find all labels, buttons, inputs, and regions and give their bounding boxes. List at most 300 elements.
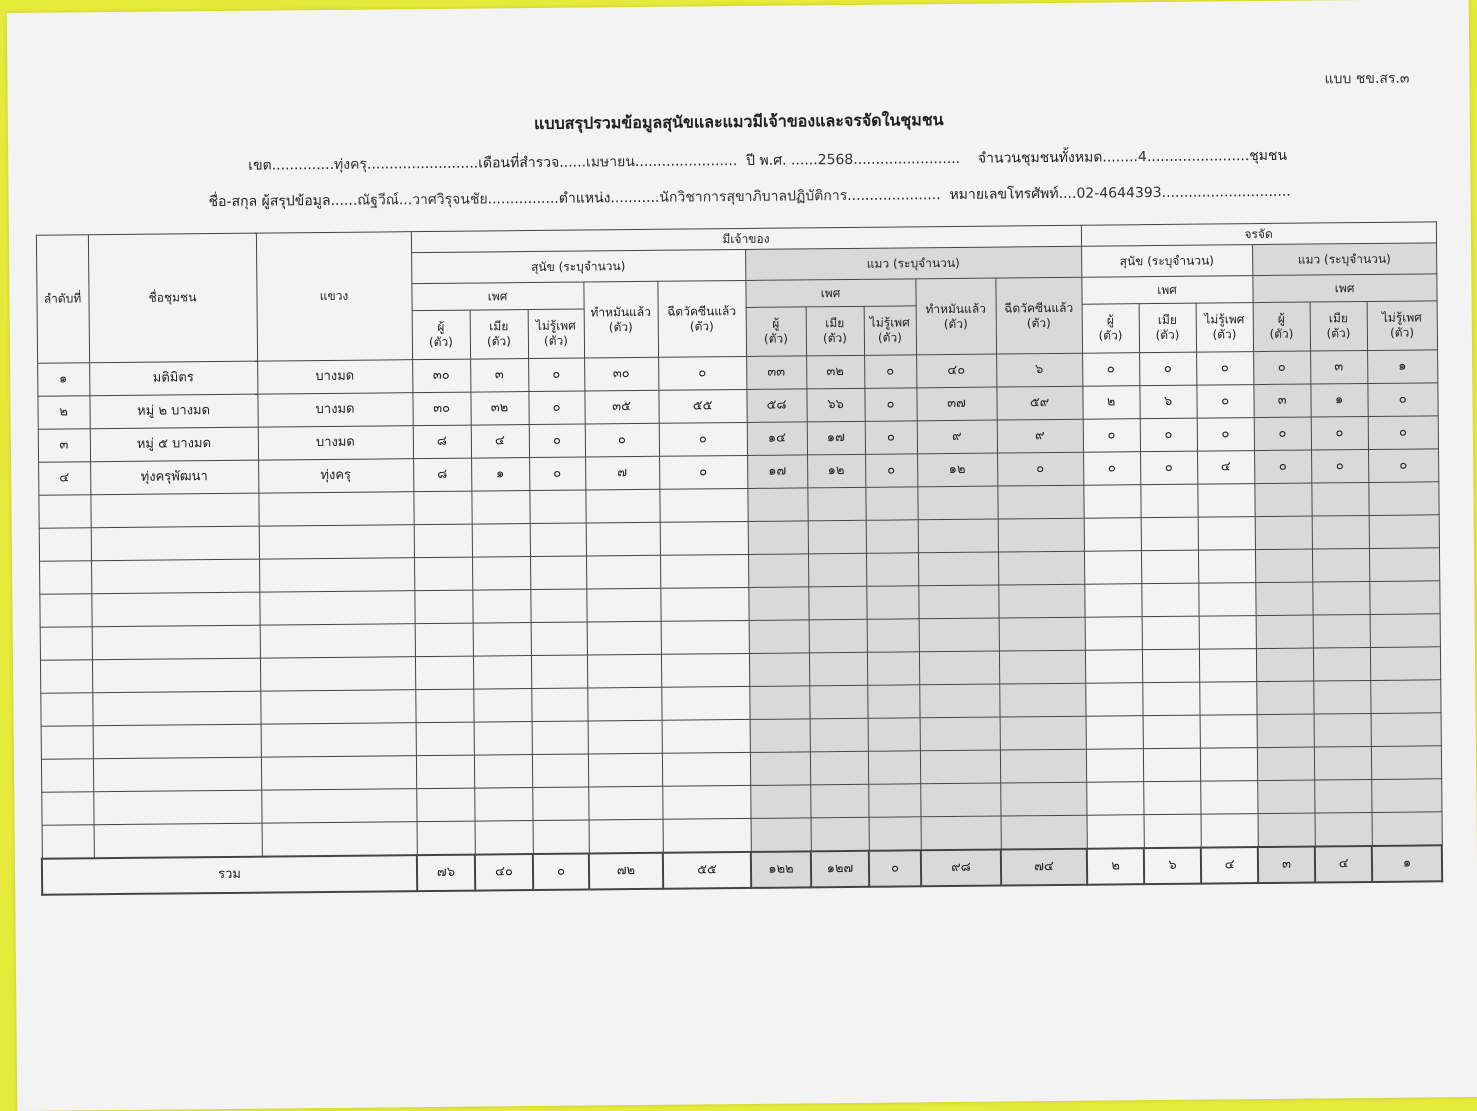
- table-cell: ๐: [1253, 351, 1310, 385]
- owned-cat-sex-header: เพศ: [745, 279, 915, 308]
- empty-cell: [416, 755, 474, 789]
- col-subdistrict: แขวง: [256, 232, 412, 361]
- total-cell: ๔: [1315, 846, 1372, 883]
- empty-cell: [413, 491, 471, 525]
- table-cell: ๖๖: [806, 388, 864, 422]
- empty-cell: [1371, 746, 1441, 780]
- empty-cell: [259, 525, 414, 559]
- empty-cell: [1254, 483, 1311, 517]
- empty-cell: [258, 492, 413, 526]
- stray-header: จรจัด: [1081, 222, 1436, 246]
- table-cell: ๓: [1310, 350, 1367, 384]
- empty-cell: [1001, 815, 1087, 849]
- form-title: แบบสรุปรวมข้อมูลสุนัขและแมวมีเจ้าของและจรจัดในชุมชน: [534, 110, 944, 133]
- empty-cell: [1198, 583, 1255, 617]
- empty-cell: [660, 587, 748, 621]
- empty-cell: [750, 719, 810, 753]
- empty-cell: [39, 561, 91, 594]
- empty-cell: [1000, 782, 1086, 816]
- empty-cell: [868, 784, 920, 817]
- empty-cell: [1256, 615, 1313, 649]
- empty-cell: [1197, 484, 1254, 518]
- empty-cell: [809, 685, 867, 719]
- empty-cell: [533, 820, 589, 854]
- empty-cell: [1141, 583, 1198, 617]
- empty-cell: [662, 785, 750, 819]
- table-cell: ๐: [529, 457, 585, 491]
- table-cell: ๓: [470, 359, 528, 393]
- table-cell: ๑๔: [747, 422, 807, 456]
- empty-cell: [749, 620, 809, 654]
- total-cell: ๔: [1201, 847, 1258, 884]
- empty-cell: [810, 751, 868, 785]
- year-label: ปี พ.ศ.: [746, 152, 787, 169]
- table-cell: ๐: [1140, 418, 1197, 452]
- empty-cell: [998, 584, 1084, 618]
- empty-cell: [918, 585, 998, 619]
- empty-cell: [472, 557, 530, 591]
- table-cell: ๓: [38, 429, 90, 462]
- owned-dog-female-header: เมีย (ตัว): [470, 310, 528, 360]
- empty-cell: [415, 689, 473, 723]
- owned-dog-sex-header: เพศ: [411, 282, 583, 311]
- stray-dog-male-header: ผู้ (ตัว): [1082, 304, 1139, 354]
- empty-cell: [920, 717, 1000, 751]
- empty-cell: [661, 686, 749, 720]
- empty-cell: [1144, 814, 1201, 848]
- empty-cell: [472, 590, 530, 624]
- empty-cell: [1198, 517, 1255, 551]
- table-cell: มติมิตร: [89, 361, 257, 396]
- table-cell: ๔: [38, 462, 90, 495]
- empty-cell: [865, 487, 917, 520]
- total-cell: ๖: [1144, 848, 1201, 885]
- empty-cell: [1084, 518, 1141, 552]
- table-cell: ๑๗: [747, 455, 807, 489]
- empty-cell: [1369, 548, 1439, 582]
- owned-cat-header: แมว (ระบุจำนวน): [745, 246, 1081, 280]
- empty-cell: [659, 488, 747, 522]
- empty-cell: [530, 589, 586, 623]
- empty-cell: [39, 594, 91, 627]
- empty-cell: [920, 783, 1000, 817]
- empty-cell: [415, 656, 473, 690]
- total-cell: ๗๒: [589, 853, 663, 890]
- year-value: 2568: [817, 151, 854, 169]
- table-cell: ๕๕: [658, 389, 746, 423]
- empty-cell: [1142, 616, 1199, 650]
- table-cell: หมู่ ๒ บางมด: [89, 394, 257, 429]
- table-cell: ๐: [528, 358, 584, 392]
- empty-cell: [261, 723, 416, 757]
- empty-cell: [92, 658, 260, 693]
- stray-cat-unknown-sex-header: ไม่รู้เพศ (ตัว): [1367, 301, 1438, 351]
- empty-cell: [260, 624, 415, 658]
- empty-cell: [586, 555, 660, 589]
- table-cell: ๓๓: [746, 356, 806, 390]
- empty-cell: [998, 551, 1084, 585]
- empty-cell: [1200, 715, 1257, 749]
- owned-cat-sterilized-header: ทำหมันแล้ว (ตัว): [915, 278, 996, 355]
- table-cell: ๐: [1139, 352, 1196, 386]
- empty-cell: [40, 693, 92, 726]
- empty-cell: [999, 683, 1085, 717]
- table-cell: ๑: [37, 363, 89, 396]
- table-cell: ๔๐: [916, 354, 996, 388]
- empty-cell: [1257, 780, 1314, 814]
- empty-cell: [40, 660, 92, 693]
- table-cell: ทุ่งครุพัฒนา: [90, 460, 258, 495]
- empty-cell: [1257, 747, 1314, 781]
- empty-cell: [1369, 581, 1439, 615]
- empty-cell: [920, 750, 1000, 784]
- empty-cell: [1200, 781, 1257, 815]
- table-cell: ๐: [1196, 352, 1253, 386]
- empty-cell: [1314, 779, 1371, 813]
- empty-cell: [417, 821, 475, 855]
- month-value: เมษายน: [585, 154, 635, 171]
- community-count-value: 4: [1137, 149, 1147, 166]
- empty-cell: [585, 489, 659, 523]
- empty-cell: [1312, 548, 1369, 582]
- table-cell: ๐: [1254, 450, 1311, 484]
- empty-cell: [1086, 716, 1143, 750]
- phone-label: หมายเลขโทรศัพท์: [949, 185, 1059, 204]
- empty-cell: [917, 486, 997, 520]
- empty-cell: [660, 554, 748, 588]
- table-cell: บางมด: [257, 360, 412, 394]
- table-cell: ๑: [1310, 383, 1367, 417]
- empty-cell: [810, 784, 868, 818]
- empty-cell: [92, 691, 260, 726]
- phone-value: 02-4644393: [1076, 184, 1162, 202]
- empty-cell: [589, 819, 663, 853]
- empty-cell: [1370, 614, 1440, 648]
- empty-cell: [749, 686, 809, 720]
- header-line-2: ชื่อ-สกุล ผู้สรุปข้อมูล......ณัฐวีณ์...วาศวิรุจนชัย................ตำแหน่ง...........นักวิชาการสุขาภิบาลปฏิบัติการ..................... หมายเลขโทรศัพท์....02-4644393.............................: [208, 181, 1290, 213]
- total-cell: ๕๕: [663, 852, 751, 889]
- empty-cell: [747, 488, 807, 522]
- empty-cell: [809, 619, 867, 653]
- empty-cell: [1085, 683, 1142, 717]
- owned-dog-header: สุนัข (ระบุจำนวน): [411, 249, 745, 283]
- empty-cell: [1311, 482, 1368, 516]
- empty-cell: [414, 524, 472, 558]
- empty-cell: [91, 526, 259, 561]
- empty-cell: [532, 721, 588, 755]
- total-cell: ๙๘: [921, 850, 1001, 887]
- table-cell: ๓๕: [584, 390, 658, 424]
- empty-cell: [41, 759, 93, 792]
- table-cell: ๐: [1083, 452, 1140, 486]
- form-code: แบบ ชข.สร.๓: [1324, 70, 1410, 88]
- empty-cell: [474, 788, 532, 822]
- empty-cell: [38, 495, 90, 528]
- empty-cell: [473, 689, 531, 723]
- empty-cell: [1083, 485, 1140, 519]
- empty-cell: [93, 790, 261, 825]
- table-cell: ๘: [413, 458, 471, 492]
- owned-cat-female-header: เมีย (ตัว): [806, 306, 864, 356]
- table-cell: ๔: [471, 425, 529, 459]
- stray-cat-header: แมว (ระบุจำนวน): [1252, 243, 1436, 276]
- total-cell: ๗๔: [1001, 849, 1087, 886]
- table-cell: ๐: [658, 356, 746, 390]
- empty-cell: [260, 690, 415, 724]
- table-cell: บางมด: [257, 393, 412, 427]
- empty-cell: [93, 757, 261, 792]
- empty-cell: [92, 625, 260, 660]
- table-cell: ๕๙: [996, 386, 1082, 420]
- table-cell: ๖: [996, 353, 1082, 387]
- empty-cell: [866, 553, 918, 586]
- empty-cell: [808, 553, 866, 587]
- empty-cell: [587, 687, 661, 721]
- empty-cell: [867, 619, 919, 652]
- community-count-label: จำนวนชุมชนทั้งหมด: [977, 149, 1103, 167]
- empty-cell: [414, 590, 472, 624]
- empty-cell: [1201, 814, 1258, 848]
- table-cell: ๐: [528, 391, 584, 425]
- empty-cell: [1370, 680, 1440, 714]
- empty-cell: [473, 656, 531, 690]
- empty-cell: [1141, 550, 1198, 584]
- empty-cell: [1313, 614, 1370, 648]
- table-cell: ๐: [659, 455, 747, 489]
- table-cell: ๐: [864, 355, 916, 388]
- empty-cell: [1368, 482, 1438, 516]
- empty-cell: [1255, 582, 1312, 616]
- empty-cell: [41, 792, 93, 825]
- empty-cell: [807, 487, 865, 521]
- col-no: ลำดับที่: [36, 235, 89, 363]
- table-cell: ๓๒: [470, 392, 528, 426]
- table-cell: ๓: [1253, 384, 1310, 418]
- table-cell: ๐: [1196, 385, 1253, 419]
- empty-cell: [867, 652, 919, 685]
- total-cell: ๔๐: [475, 854, 533, 891]
- empty-cell: [1372, 812, 1442, 846]
- empty-cell: [1198, 550, 1255, 584]
- empty-cell: [586, 588, 660, 622]
- table-cell: ๐: [1311, 449, 1368, 483]
- table-cell: ๐: [1368, 416, 1438, 450]
- empty-cell: [1084, 584, 1141, 618]
- table-cell: ๐: [865, 421, 917, 454]
- empty-cell: [919, 684, 999, 718]
- empty-cell: [1084, 551, 1141, 585]
- position-label: ตำแหน่ง: [558, 190, 611, 207]
- table-cell: ๙: [997, 419, 1083, 453]
- empty-cell: [1141, 517, 1198, 551]
- empty-cell: [260, 657, 415, 691]
- table-cell: ๔: [1197, 451, 1254, 485]
- table-cell: ๘: [413, 425, 471, 459]
- table-cell: ๓๗: [916, 387, 996, 421]
- empty-cell: [90, 493, 258, 528]
- total-cell: ๒: [1087, 848, 1144, 885]
- table-cell: ๑: [1367, 350, 1437, 384]
- empty-cell: [1143, 781, 1200, 815]
- empty-cell: [414, 557, 472, 591]
- empty-cell: [662, 752, 750, 786]
- empty-cell: [748, 587, 808, 621]
- owned-dog-unknown-sex-header: ไม่รู้เพศ (ตัว): [528, 309, 584, 359]
- total-cell: ๑: [1372, 845, 1442, 882]
- owned-dog-vaccinated-header: ฉีดวัคซีนแล้ว (ตัว): [657, 280, 746, 357]
- empty-cell: [1314, 713, 1371, 747]
- empty-cell: [808, 520, 866, 554]
- empty-cell: [867, 685, 919, 718]
- empty-cell: [918, 552, 998, 586]
- empty-cell: [751, 818, 811, 852]
- table-cell: ๐: [1368, 449, 1438, 483]
- col-community: ชื่อชุมชน: [88, 233, 257, 363]
- total-cell: ๐: [869, 850, 921, 886]
- empty-cell: [998, 518, 1084, 552]
- table-cell: ๗: [585, 456, 659, 490]
- empty-cell: [999, 650, 1085, 684]
- total-cell: ๗๖: [417, 855, 475, 892]
- stray-dog-female-header: เมีย (ตัว): [1139, 303, 1196, 353]
- empty-cell: [586, 522, 660, 556]
- table-cell: ๕๘: [746, 389, 806, 423]
- empty-cell: [1371, 713, 1441, 747]
- empty-cell: [661, 653, 749, 687]
- empty-cell: [866, 520, 918, 553]
- empty-cell: [530, 556, 586, 590]
- header-line-1: เขต..............ทุ่งครุ.........................เดือนที่สำรวจ......เมษายน....................... ปี พ.ศ. ......2568........................ จำนวนชุมชนทั้งหมด........4.......................ชุมชน: [248, 145, 1287, 177]
- empty-cell: [661, 620, 749, 654]
- district-value: ทุ่งครุ: [333, 156, 368, 173]
- table-cell: ๑: [471, 458, 529, 492]
- empty-cell: [532, 754, 588, 788]
- empty-cell: [262, 822, 417, 857]
- empty-cell: [532, 787, 588, 821]
- empty-cell: [919, 651, 999, 685]
- empty-cell: [40, 627, 92, 660]
- owned-dog-male-header: ผู้ (ตัว): [412, 310, 470, 360]
- summary-table: [35, 221, 1443, 895]
- empty-cell: [748, 521, 808, 555]
- total-cell: ๑๒๗: [811, 851, 869, 888]
- empty-cell: [749, 653, 809, 687]
- owned-cat-unknown-sex-header: ไม่รู้เพศ (ตัว): [864, 306, 916, 355]
- table-cell: ๐: [585, 423, 659, 457]
- empty-cell: [473, 623, 531, 657]
- table-cell: ๖: [1139, 385, 1196, 419]
- table-cell: ๐: [1367, 383, 1437, 417]
- empty-cell: [1143, 748, 1200, 782]
- empty-cell: [1000, 749, 1086, 783]
- table-cell: หมู่ ๕ บางมด: [90, 427, 258, 462]
- empty-cell: [1313, 647, 1370, 681]
- empty-cell: [1255, 516, 1312, 550]
- empty-cell: [1199, 616, 1256, 650]
- table-cell: ๐: [997, 452, 1083, 486]
- empty-cell: [1086, 749, 1143, 783]
- empty-cell: [811, 817, 869, 851]
- empty-cell: [660, 521, 748, 555]
- empty-cell: [1086, 782, 1143, 816]
- total-label: รวม: [42, 855, 417, 895]
- empty-cell: [1256, 648, 1313, 682]
- empty-cell: [1314, 746, 1371, 780]
- empty-cell: [1312, 581, 1369, 615]
- empty-cell: [810, 718, 868, 752]
- empty-cell: [663, 818, 751, 852]
- stray-cat-male-header: ผู้ (ตัว): [1253, 302, 1310, 352]
- empty-cell: [997, 485, 1083, 519]
- empty-cell: [1370, 647, 1440, 681]
- table-cell: ๐: [1197, 418, 1254, 452]
- empty-cell: [868, 751, 920, 784]
- owned-header: มีเจ้าของ: [411, 225, 1081, 252]
- total-cell: ๐: [533, 853, 589, 890]
- table-cell: ๐: [1311, 416, 1368, 450]
- table-cell: ๐: [1083, 419, 1140, 453]
- table-cell: ๐: [1082, 353, 1139, 387]
- month-label: เดือนที่สำรวจ: [478, 154, 560, 172]
- empty-cell: [868, 718, 920, 751]
- empty-cell: [42, 825, 94, 859]
- empty-cell: [1313, 680, 1370, 714]
- empty-cell: [748, 554, 808, 588]
- table-cell: ๑๒: [807, 454, 865, 488]
- empty-cell: [1255, 549, 1312, 583]
- empty-cell: [1143, 715, 1200, 749]
- table-cell: ทุ่งครุ: [258, 459, 413, 493]
- summarizer-label: ชื่อ-สกุล ผู้สรุปข้อมูล: [208, 192, 331, 211]
- table-cell: ๓๐: [412, 359, 470, 393]
- empty-cell: [416, 788, 474, 822]
- summarizer-name: ณัฐวีณ์: [357, 192, 399, 209]
- table-cell: ๑๗: [807, 421, 865, 455]
- position-value: นักวิชาการสุขาภิบาลปฏิบัติการ: [659, 187, 848, 206]
- empty-cell: [1312, 515, 1369, 549]
- table-cell: ๐: [865, 454, 917, 487]
- empty-cell: [1199, 682, 1256, 716]
- empty-cell: [472, 524, 530, 558]
- owned-cat-male-header: ผู้ (ตัว): [746, 307, 806, 357]
- empty-cell: [261, 756, 416, 790]
- table-cell: ๑๒: [917, 453, 997, 487]
- empty-cell: [529, 490, 585, 524]
- empty-cell: [530, 523, 586, 557]
- empty-cell: [588, 786, 662, 820]
- table-cell: ๓๐: [584, 357, 658, 391]
- empty-cell: [1000, 716, 1086, 750]
- empty-cell: [531, 688, 587, 722]
- empty-cell: [587, 621, 661, 655]
- stray-dog-unknown-sex-header: ไม่รู้เพศ (ตัว): [1196, 303, 1253, 353]
- empty-cell: [39, 528, 91, 561]
- stray-cat-sex-header: เพศ: [1252, 274, 1436, 303]
- table-cell: ๐: [1254, 417, 1311, 451]
- empty-cell: [94, 823, 262, 858]
- empty-cell: [259, 558, 414, 592]
- empty-cell: [1315, 812, 1372, 846]
- empty-cell: [808, 586, 866, 620]
- empty-cell: [750, 752, 810, 786]
- empty-cell: [1085, 650, 1142, 684]
- empty-cell: [261, 789, 416, 823]
- empty-cell: [1087, 815, 1144, 849]
- empty-cell: [1258, 813, 1315, 847]
- form-sheet: [7, 0, 1477, 1111]
- table-cell: ๒: [37, 396, 89, 429]
- empty-cell: [474, 722, 532, 756]
